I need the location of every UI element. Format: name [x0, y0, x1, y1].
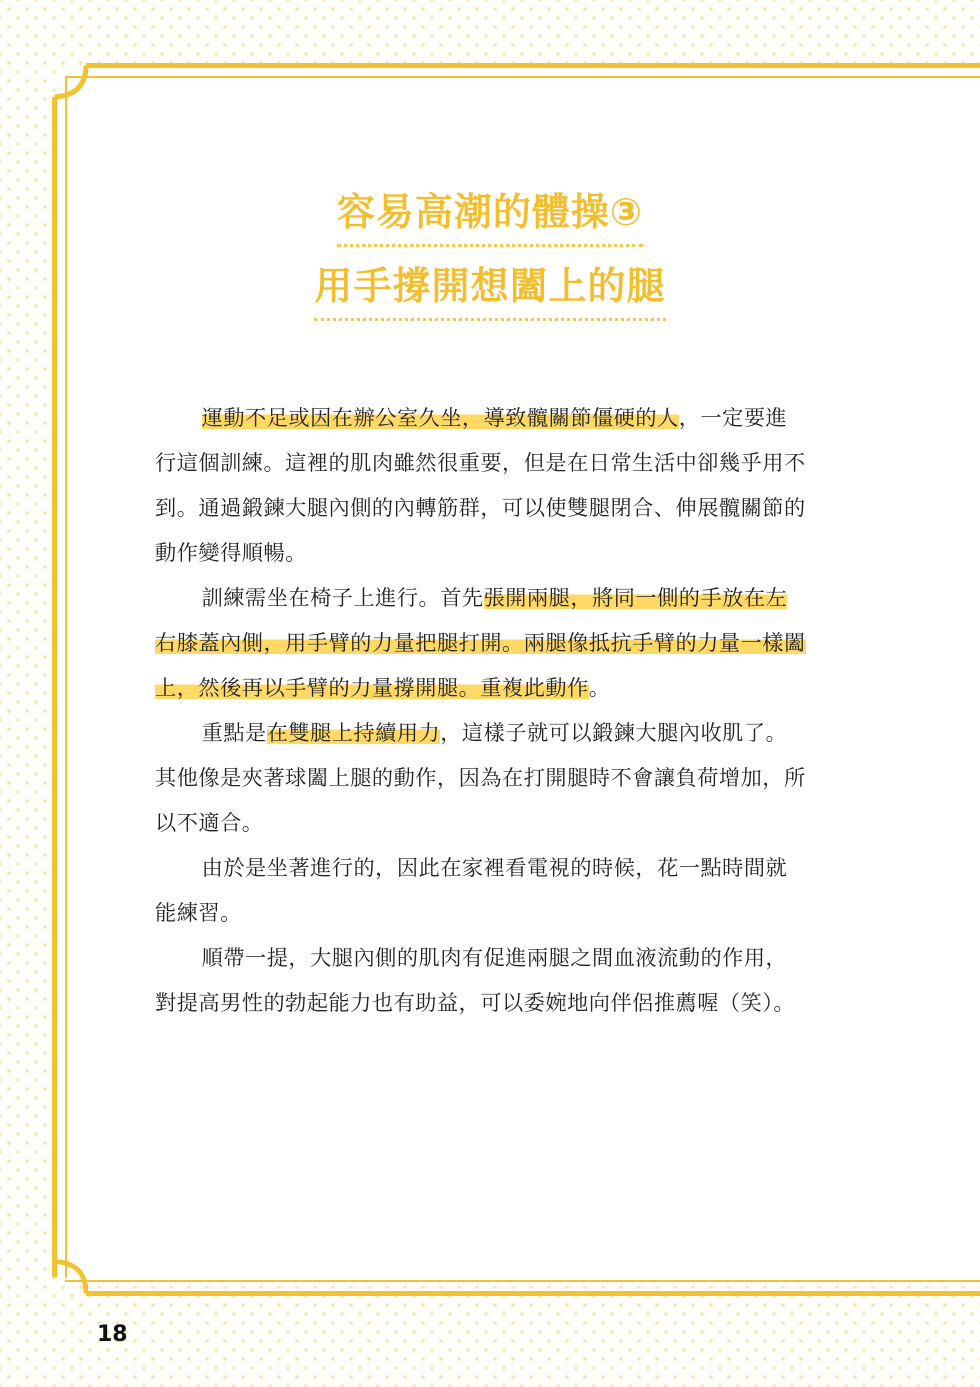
paragraph-2	[155, 575, 807, 710]
frame-corner-top-left-icon	[50, 61, 90, 101]
paragraph-text: 重點是	[201, 720, 267, 745]
paragraph-text: 順帶一提，大腿內側的肌肉有促進兩腿之間血液流動的作用，對提高男性的勃起能力也有助益，可以委婉地向伴侶推薦喔（笑）。	[155, 945, 796, 1015]
page-title: 容易高潮的體操③	[337, 186, 643, 247]
body-text	[155, 395, 807, 1025]
highlight-text: 運動不足或因在辦公室久坐，導致髖關節僵硬的人	[201, 405, 679, 430]
paragraph-4	[155, 845, 807, 935]
frame-bottom-outer	[86, 1291, 980, 1296]
paragraph-3	[155, 710, 807, 845]
frame-top-inner	[65, 76, 980, 78]
paragraph-text: 。	[588, 675, 611, 700]
frame-bottom-inner	[65, 1280, 980, 1282]
highlight-text: 張開兩腿，將同一側的手放在左右膝蓋內側，用手臂的力量把腿打開。兩腿像抵抗手臂的力量一樣闔上，然後再以手臂的力量撐開腿。重複此動作	[155, 585, 806, 700]
frame-left-inner	[65, 76, 67, 1278]
paragraph-text: ，一定要進行這個訓練。這裡的肌肉雖然很重要，但是在日常生活中卻幾乎用不到。通過鍛鍊大腿內側的內轉筋群，可以使雙腿閉合、伸展髖關節的動作變得順暢。	[155, 405, 806, 565]
title-line-1-wrap	[0, 186, 980, 247]
paragraph-text: 訓練需坐在椅子上進行。首先	[201, 585, 484, 610]
page-subtitle: 用手撐開想闔上的腿	[314, 260, 665, 321]
frame-corner-bottom-left-icon	[50, 1257, 90, 1297]
title-line-2-wrap	[0, 260, 980, 321]
highlight-text: 在雙腿上持續用力	[266, 720, 441, 745]
paragraph-text: ，這樣子就可以鍛鍊大腿內收肌了。其他像是夾著球闔上腿的動作，因為在打開腿時不會讓負荷增加，所以不適合。	[155, 720, 806, 835]
paragraph-5	[155, 935, 807, 1025]
paragraph-1	[155, 395, 807, 575]
paragraph-text: 由於是坐著進行的，因此在家裡看電視的時候，花一點時間就能練習。	[155, 855, 788, 925]
frame-top-outer	[86, 63, 980, 68]
page-number: 18	[97, 1322, 128, 1347]
